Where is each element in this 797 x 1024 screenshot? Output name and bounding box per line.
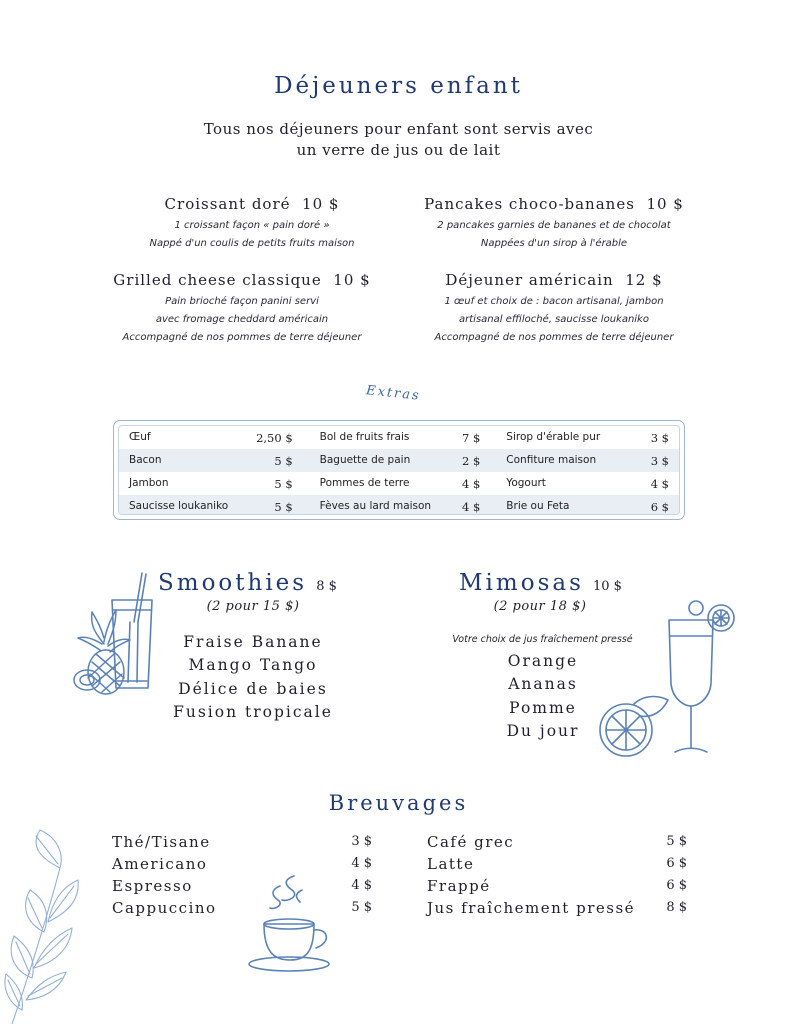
mimosas-price: 10 $ <box>592 579 622 594</box>
extra-item: Saucisse loukaniko 5 $ <box>129 500 293 514</box>
smoothies-price: 8 $ <box>316 579 337 594</box>
dish-pancakes-choco-bananes <box>364 195 744 253</box>
mimosas-heading <box>459 570 622 596</box>
extra-item: Œuf 2,50 $ <box>129 431 293 445</box>
extra-item: Brie ou Feta 6 $ <box>506 500 669 514</box>
mimosas-title: Mimosas <box>459 570 584 596</box>
list-item: Orange <box>507 652 579 670</box>
table-row <box>119 449 679 472</box>
list-item: Délice de baies <box>178 679 328 698</box>
extra-item: Yogourt 4 $ <box>506 477 669 491</box>
extra-item: Fèves au lard maison 4 $ <box>319 500 481 514</box>
coffee-cup-icon <box>246 872 338 980</box>
dish-desc-line: Accompagné de nos pommes de terre déjeuner <box>122 332 362 343</box>
mimosas-note: Votre choix de jus fraîchement pressé <box>452 634 633 645</box>
smoothies-heading <box>158 570 337 596</box>
smoothies-list <box>153 631 353 724</box>
extras-table-inner <box>118 425 680 515</box>
extra-item: Confiture maison 3 $ <box>506 454 669 468</box>
extra-item: Bol de fruits frais 7 $ <box>319 431 481 445</box>
mimosas-deal: (2 pour 18 $) <box>493 599 587 614</box>
list-item: Fusion tropicale <box>173 702 333 721</box>
list-item: Latte 6 $ <box>427 855 687 873</box>
extra-item: Baguette de pain 2 $ <box>319 454 481 468</box>
smoothies-deal: (2 pour 15 $) <box>206 599 300 614</box>
dish-description <box>364 217 744 253</box>
dish-price: 10 $ <box>333 271 371 289</box>
extras-title: Extras <box>365 383 422 404</box>
dish-desc-line: Accompagné de nos pommes de terre déjeuner <box>434 332 674 343</box>
dish-desc-line: artisanal effiloché, saucisse loukaniko <box>459 314 649 325</box>
dish-name: Déjeuner américain <box>445 271 614 289</box>
list-item: Ananas <box>508 675 578 694</box>
list-item: Cappuccino 5 $ <box>112 899 372 917</box>
orange-slice-icon <box>596 690 676 760</box>
extra-item: Sirop d'érable pur 3 $ <box>506 431 669 445</box>
breuvages-right-list <box>427 831 687 919</box>
table-row <box>119 495 679 515</box>
extra-item: Pommes de terre 4 $ <box>319 477 481 491</box>
dish-desc-line: 1 œuf et choix de : bacon artisanal, jambon <box>444 296 664 307</box>
dish-desc-line: 2 pancakes garnies de bananes et de chocolat <box>437 220 671 231</box>
list-item: Mango Tango <box>188 656 318 675</box>
pineapple-icon <box>70 604 132 696</box>
smoothies-title: Smoothies <box>158 570 308 596</box>
dish-price: 12 $ <box>625 271 663 289</box>
list-item: Frappé 6 $ <box>427 877 687 895</box>
dish-title <box>364 271 744 289</box>
list-item: Fraise Banane <box>183 633 323 651</box>
dish-title <box>364 195 744 213</box>
list-item: Jus fraîchement pressé 8 $ <box>427 899 687 917</box>
list-item: Café grec 5 $ <box>427 833 687 851</box>
extra-item: Bacon 5 $ <box>129 454 293 468</box>
table-row <box>119 472 679 495</box>
dish-description <box>364 293 744 347</box>
page-title: Déjeuners enfant <box>274 73 523 99</box>
list-item: Americano 4 $ <box>112 855 372 873</box>
subtitle-line-2: un verre de jus ou de lait <box>296 141 501 159</box>
dish-name: Grilled cheese classique <box>113 271 322 289</box>
table-row <box>119 426 679 449</box>
dish-name: Croissant doré <box>164 195 291 213</box>
leaf-branch-icon <box>0 828 120 1024</box>
list-item: Du jour <box>506 721 580 740</box>
dish-desc-line: Nappées d'un sirop à l'érable <box>480 238 628 249</box>
dish-desc-line: 1 croissant façon « pain doré » <box>174 220 330 231</box>
subtitle-line-1: Tous nos déjeuners pour enfant sont servis avec <box>203 120 594 138</box>
dish-name: Pancakes choco-bananes <box>424 195 635 213</box>
dish-price: 10 $ <box>646 195 684 213</box>
page-subtitle <box>0 119 797 161</box>
list-item: Thé/Tisane 3 $ <box>112 833 372 851</box>
dish-dejeuner-americain <box>364 271 744 347</box>
breuvages-title: Breuvages <box>328 791 469 815</box>
dish-price: 10 $ <box>302 195 340 213</box>
dish-desc-line: Pain brioché façon panini servi <box>165 296 319 307</box>
list-item: Espresso 4 $ <box>112 877 372 895</box>
dish-desc-line: Nappé d'un coulis de petits fruits maison <box>149 238 355 249</box>
extra-item: Jambon 5 $ <box>129 477 293 491</box>
list-item: Pomme <box>509 698 577 717</box>
dish-desc-line: avec fromage cheddard américain <box>155 314 329 325</box>
extras-table <box>113 420 685 520</box>
